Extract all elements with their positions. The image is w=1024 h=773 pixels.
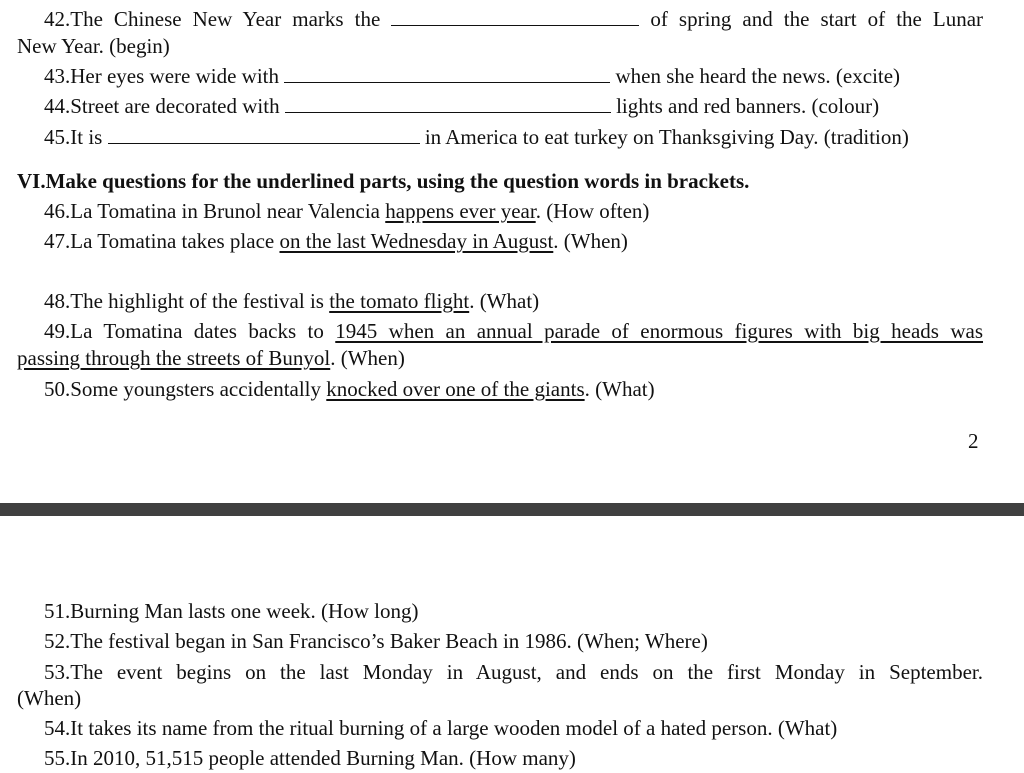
underlined-part: knocked over one of the giants — [326, 377, 585, 401]
question-number: 48. — [44, 289, 71, 313]
question-text: La Tomatina takes place — [70, 229, 275, 253]
question-text: It takes its name from the ritual burning of a large wooden model of a hated person. (What) — [70, 716, 838, 740]
question-44 — [44, 93, 983, 119]
underlined-part: happens ever year — [385, 199, 536, 223]
underlined-part: on the last Wednesday in August — [279, 229, 554, 253]
question-text: when she heard the news. (excite) — [615, 64, 901, 88]
question-text: . (How often) — [535, 199, 650, 223]
question-text: The highlight of the festival is — [70, 289, 324, 313]
question-text: In 2010, 51,515 people attended Burning Man. (How many) — [70, 746, 576, 770]
question-43 — [44, 63, 983, 89]
question-text: . (When) — [553, 229, 628, 253]
cropped-previous-line — [430, 0, 950, 3]
question-54 — [44, 715, 983, 741]
answer-blank-42[interactable] — [391, 8, 639, 26]
question-number: 52. — [44, 629, 71, 653]
question-number: 54. — [44, 716, 71, 740]
question-text: of spring and the start of the Lunar — [650, 7, 984, 31]
question-45 — [44, 124, 983, 150]
answer-blank-45[interactable] — [108, 126, 420, 144]
question-text: It is — [70, 125, 103, 149]
underlined-part: 1945 when an annual parade of enormous figures with big heads was — [335, 319, 984, 343]
question-42 — [44, 6, 983, 32]
question-text: . (What) — [584, 377, 655, 401]
underlined-part: the tomato flight — [329, 289, 470, 313]
question-48 — [44, 288, 983, 314]
question-text: La Tomatina dates backs to — [70, 319, 324, 343]
question-51 — [44, 598, 983, 624]
page-number: 2 — [968, 429, 979, 453]
question-number: 45. — [44, 125, 71, 149]
question-52 — [44, 628, 983, 654]
question-number: 42. — [44, 7, 71, 31]
question-number: 55. — [44, 746, 71, 770]
question-46 — [44, 198, 983, 224]
question-number: 46. — [44, 199, 71, 223]
page-separator — [0, 503, 1024, 516]
question-text: . (What) — [469, 289, 540, 313]
question-number: 51. — [44, 599, 71, 623]
question-text: in America to eat turkey on Thanksgiving Day. (tradition) — [424, 125, 909, 149]
question-text: Some youngsters accidentally — [70, 377, 322, 401]
question-text: The festival began in San Francisco’s Baker Beach in 1986. (When; Where) — [70, 629, 708, 653]
question-number: 49. — [44, 319, 71, 343]
question-text: The Chinese New Year marks the — [70, 7, 381, 31]
question-49 — [44, 318, 983, 344]
answer-blank-43[interactable] — [284, 65, 610, 83]
question-53 — [44, 659, 983, 685]
question-text: The event begins on the last Monday in August, and ends on the first Monday in September. — [70, 660, 983, 684]
question-text: Street are decorated with — [70, 94, 280, 118]
answer-blank-44[interactable] — [285, 95, 611, 113]
question-text: La Tomatina in Brunol near Valencia — [70, 199, 380, 223]
question-text: Burning Man lasts one week. (How long) — [70, 599, 419, 623]
document-page-bottom — [0, 516, 1024, 773]
question-number: 50. — [44, 377, 71, 401]
question-number: 44. — [44, 94, 71, 118]
question-number: 43. — [44, 64, 71, 88]
question-number: 53. — [44, 660, 71, 684]
underlined-part: passing through the streets of Bunyol — [17, 346, 331, 370]
question-49-continuation — [17, 345, 983, 371]
question-text: . (When) — [330, 346, 405, 370]
section-heading: VI.Make questions for the underlined parts, using the question words in brackets. — [17, 169, 750, 193]
question-42-continuation: New Year. (begin) — [17, 34, 170, 58]
question-55 — [44, 745, 983, 771]
question-47 — [44, 228, 983, 254]
question-text: Her eyes were wide with — [70, 64, 279, 88]
question-53-continuation: (When) — [17, 686, 82, 710]
question-text: lights and red banners. (colour) — [616, 94, 880, 118]
question-50 — [44, 376, 983, 402]
question-number: 47. — [44, 229, 71, 253]
